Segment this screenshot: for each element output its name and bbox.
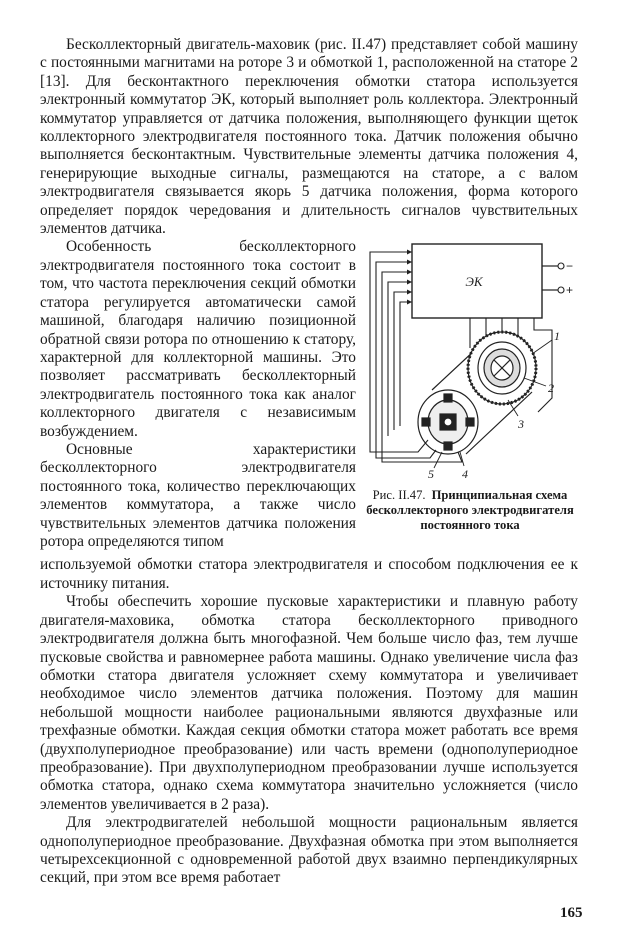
figure-ii-47 (362, 240, 578, 550)
paragraph-2: Особенность бесколлекторного электродвигателя постоянного тока состоит в том, что частота переключения секций обмотки статора регулируется автоматически самой машиной, благодаря наличию позиционной обратной связи ротора по отношению к статору, характерной для коллекторной машины. Это позволяет рассматривать бесколлекторный электродвигатель постоянного тока как аналог коллекторного двигателя с независимым возбуждением. (40, 238, 356, 440)
svg-text:2: 2 (548, 381, 554, 396)
caption-number: Рис. II.47. (372, 488, 426, 503)
paragraph-3-continue: используемой обмотки статора электродвигателя и способом подключения ее к источнику питания. (40, 556, 578, 592)
caption-title: Принципиальная схема бесколлекторного электродвигателя постоянного тока (366, 488, 574, 532)
page-number: 165 (560, 905, 583, 921)
sensor-wires (370, 252, 412, 450)
svg-text:5: 5 (428, 467, 434, 481)
wrapped-section (40, 238, 578, 556)
paragraph-3-start: Основные характеристики бесколлекторного электродвигателя постоянного тока, количество переключающих элементов коммутатора, а также число чувствительных элементов датчика положения ротора определяются типом (40, 440, 356, 550)
paragraph-1: Бесколлекторный двигатель-маховик (рис. II.47) представляет собой машину с постоянными магнитами на роторе 3 и обмоткой 1, расположенной на статоре 2 [13]. Для бесконтактного переключения обмотки статора используется электронный коммутатор ЭК, который выполняет роль коллектора. Электронный коммутатор управляется от датчика положения, выполняющего функции щеток коллекторного электродвигателя постоянного тока. Датчик положения обычно выполняется бесконтактным. Чувствительные элементы датчика положения 4, генерирующие выходные сигналы, размещаются на статоре, а с валом электродвигателя связывается якорь 5 датчика положения, форма которого определяет порядок чередования и длительность сигналов чувствительных элементов датчика. (40, 36, 578, 238)
svg-text:1: 1 (554, 329, 560, 344)
commutator-label: ЭК (465, 274, 483, 290)
terminal-plus-icon (558, 287, 564, 293)
motor-body (418, 332, 536, 454)
input-arrows (407, 250, 412, 305)
paragraph-4: Чтобы обеспечить хорошие пусковые характеристики и плавную работу двигателя-маховика, обмотка статора бесколлекторного приводного электродвигателя должна быть многофазной. Чем больше число фаз, тем лучше пусковые свойства и равномернее работа машины. Однако увеличение числа фаз обмотки статора двигателя усложняет схему коммутатора и увеличивает необходимое число элементов датчика положения. Поэтому для машин небольшой мощности наиболее рациональными являются двухфазные или трехфазные обмотки. Каждая секция обмотки статора может работать все время (двухполупериодное преобразование) или часть времени (однополупериодное преобразование). При двухполупериодном преобразовании лучше используется обмотка статора, однако схема коммутатора значительно усложняется (число элементов увеличивается в 2 раза). (40, 593, 578, 813)
terminal-plus-label: + (566, 283, 574, 298)
wrapped-text-column (40, 238, 356, 551)
motor-schematic-diagram (362, 240, 578, 480)
terminal-minus-label: − (566, 259, 574, 274)
svg-text:4: 4 (462, 467, 468, 481)
page-body (40, 36, 578, 888)
figure-caption (362, 488, 578, 532)
terminal-minus-icon (558, 263, 564, 269)
svg-text:3: 3 (518, 417, 524, 432)
paragraph-5: Для электродвигателей небольшой мощности рациональным является однополупериодное преобразование. Двухфазная обмотка при этом выполняется четырехсекционной с одновременной работой двух взаимно перпендикулярных секций, при этом все время работает (40, 814, 578, 887)
